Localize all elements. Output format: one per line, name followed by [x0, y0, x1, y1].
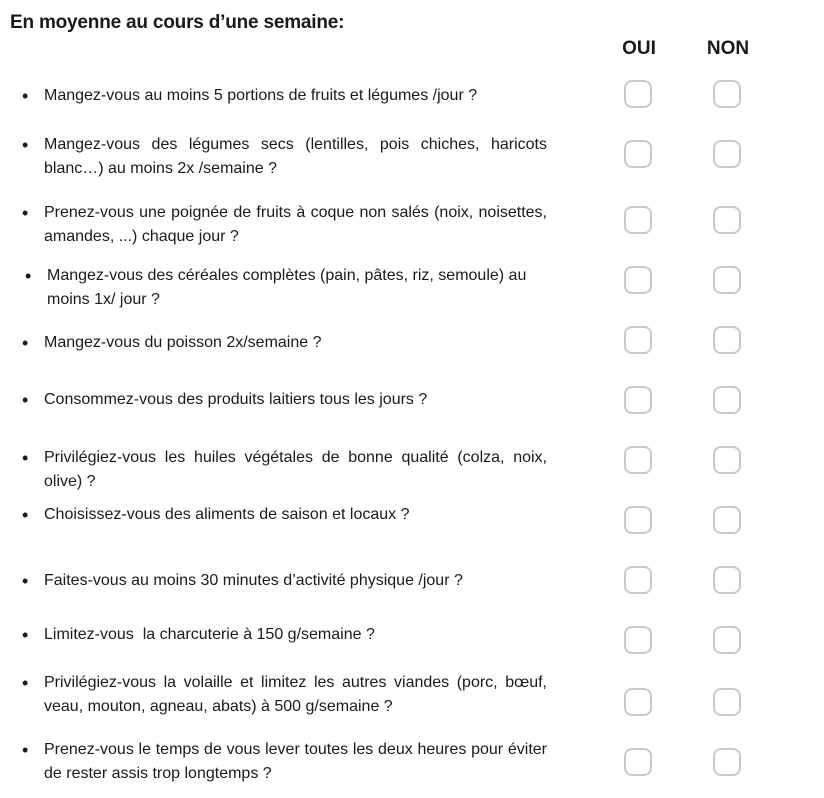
question-text: Mangez-vous des céréales complètes (pain, pâtes, riz, semoule) au moins 1x/ jour ? — [47, 267, 527, 308]
yes-checkbox[interactable] — [624, 326, 652, 354]
yes-checkbox[interactable] — [624, 206, 652, 234]
no-checkbox[interactable] — [713, 748, 741, 776]
bullet: • — [22, 448, 29, 468]
yes-checkbox[interactable] — [624, 506, 652, 534]
no-checkbox[interactable] — [713, 80, 741, 108]
question-item — [22, 84, 547, 108]
column-header-yes: OUI — [622, 38, 656, 59]
no-checkbox[interactable] — [713, 140, 741, 168]
no-checkbox[interactable] — [713, 446, 741, 474]
yes-checkbox[interactable] — [624, 386, 652, 414]
column-header-no: NON — [706, 38, 750, 59]
question-text: Mangez-vous au moins 5 portions de fruits et légumes /jour ? — [44, 87, 478, 104]
question-text: Prenez-vous le temps de vous lever toutes les deux heures pour éviter de rester assis trop longtemps ? — [44, 741, 547, 782]
question-item — [22, 133, 547, 181]
bullet: • — [22, 390, 29, 410]
bullet: • — [22, 571, 29, 591]
question-item — [22, 331, 547, 355]
yes-checkbox[interactable] — [624, 266, 652, 294]
question-item — [22, 671, 547, 719]
question-item — [22, 503, 547, 527]
question-text: Mangez-vous des légumes secs (lentilles, pois chiches, haricots blanc…) au moins 2x /semaine ? — [44, 136, 547, 177]
bullet: • — [22, 86, 29, 106]
yes-checkbox[interactable] — [624, 626, 652, 654]
bullet: • — [22, 740, 29, 760]
question-item — [22, 569, 547, 593]
question-text: Choisissez-vous des aliments de saison et locaux ? — [44, 506, 410, 523]
no-checkbox[interactable] — [713, 506, 741, 534]
no-checkbox[interactable] — [713, 326, 741, 354]
bullet: • — [22, 625, 29, 645]
question-item — [22, 738, 547, 786]
question-text: Limitez-vous la charcuterie à 150 g/semaine ? — [44, 626, 375, 643]
bullet: • — [22, 203, 29, 223]
bullet: • — [25, 266, 32, 286]
question-text: Prenez-vous une poignée de fruits à coque non salés (noix, noisettes, amandes, ...) chaque jour ? — [44, 204, 547, 245]
bullet: • — [22, 333, 29, 353]
yes-checkbox[interactable] — [624, 566, 652, 594]
question-item — [22, 446, 547, 494]
question-text: Privilégiez-vous les huiles végétales de bonne qualité (colza, noix, olive) ? — [44, 449, 547, 490]
bullet: • — [22, 505, 29, 525]
yes-checkbox[interactable] — [624, 140, 652, 168]
question-item — [22, 623, 547, 647]
no-checkbox[interactable] — [713, 386, 741, 414]
yes-checkbox[interactable] — [624, 80, 652, 108]
bullet: • — [22, 673, 29, 693]
yes-checkbox[interactable] — [624, 688, 652, 716]
question-item — [25, 264, 550, 312]
question-text: Privilégiez-vous la volaille et limitez les autres viandes (porc, bœuf, veau, mouton, agneau, abats) à 500 g/semaine ? — [44, 674, 547, 715]
page-title: En moyenne au cours d’une semaine: — [10, 12, 345, 33]
no-checkbox[interactable] — [713, 626, 741, 654]
yes-checkbox[interactable] — [624, 748, 652, 776]
question-text: Consommez-vous des produits laitiers tous les jours ? — [44, 391, 428, 408]
bullet: • — [22, 135, 29, 155]
question-text: Mangez-vous du poisson 2x/semaine ? — [44, 334, 322, 351]
no-checkbox[interactable] — [713, 566, 741, 594]
yes-checkbox[interactable] — [624, 446, 652, 474]
no-checkbox[interactable] — [713, 206, 741, 234]
question-item — [22, 201, 547, 249]
question-text: Faites-vous au moins 30 minutes d’activité physique /jour ? — [44, 572, 463, 589]
question-item — [22, 388, 547, 412]
no-checkbox[interactable] — [713, 266, 741, 294]
no-checkbox[interactable] — [713, 688, 741, 716]
